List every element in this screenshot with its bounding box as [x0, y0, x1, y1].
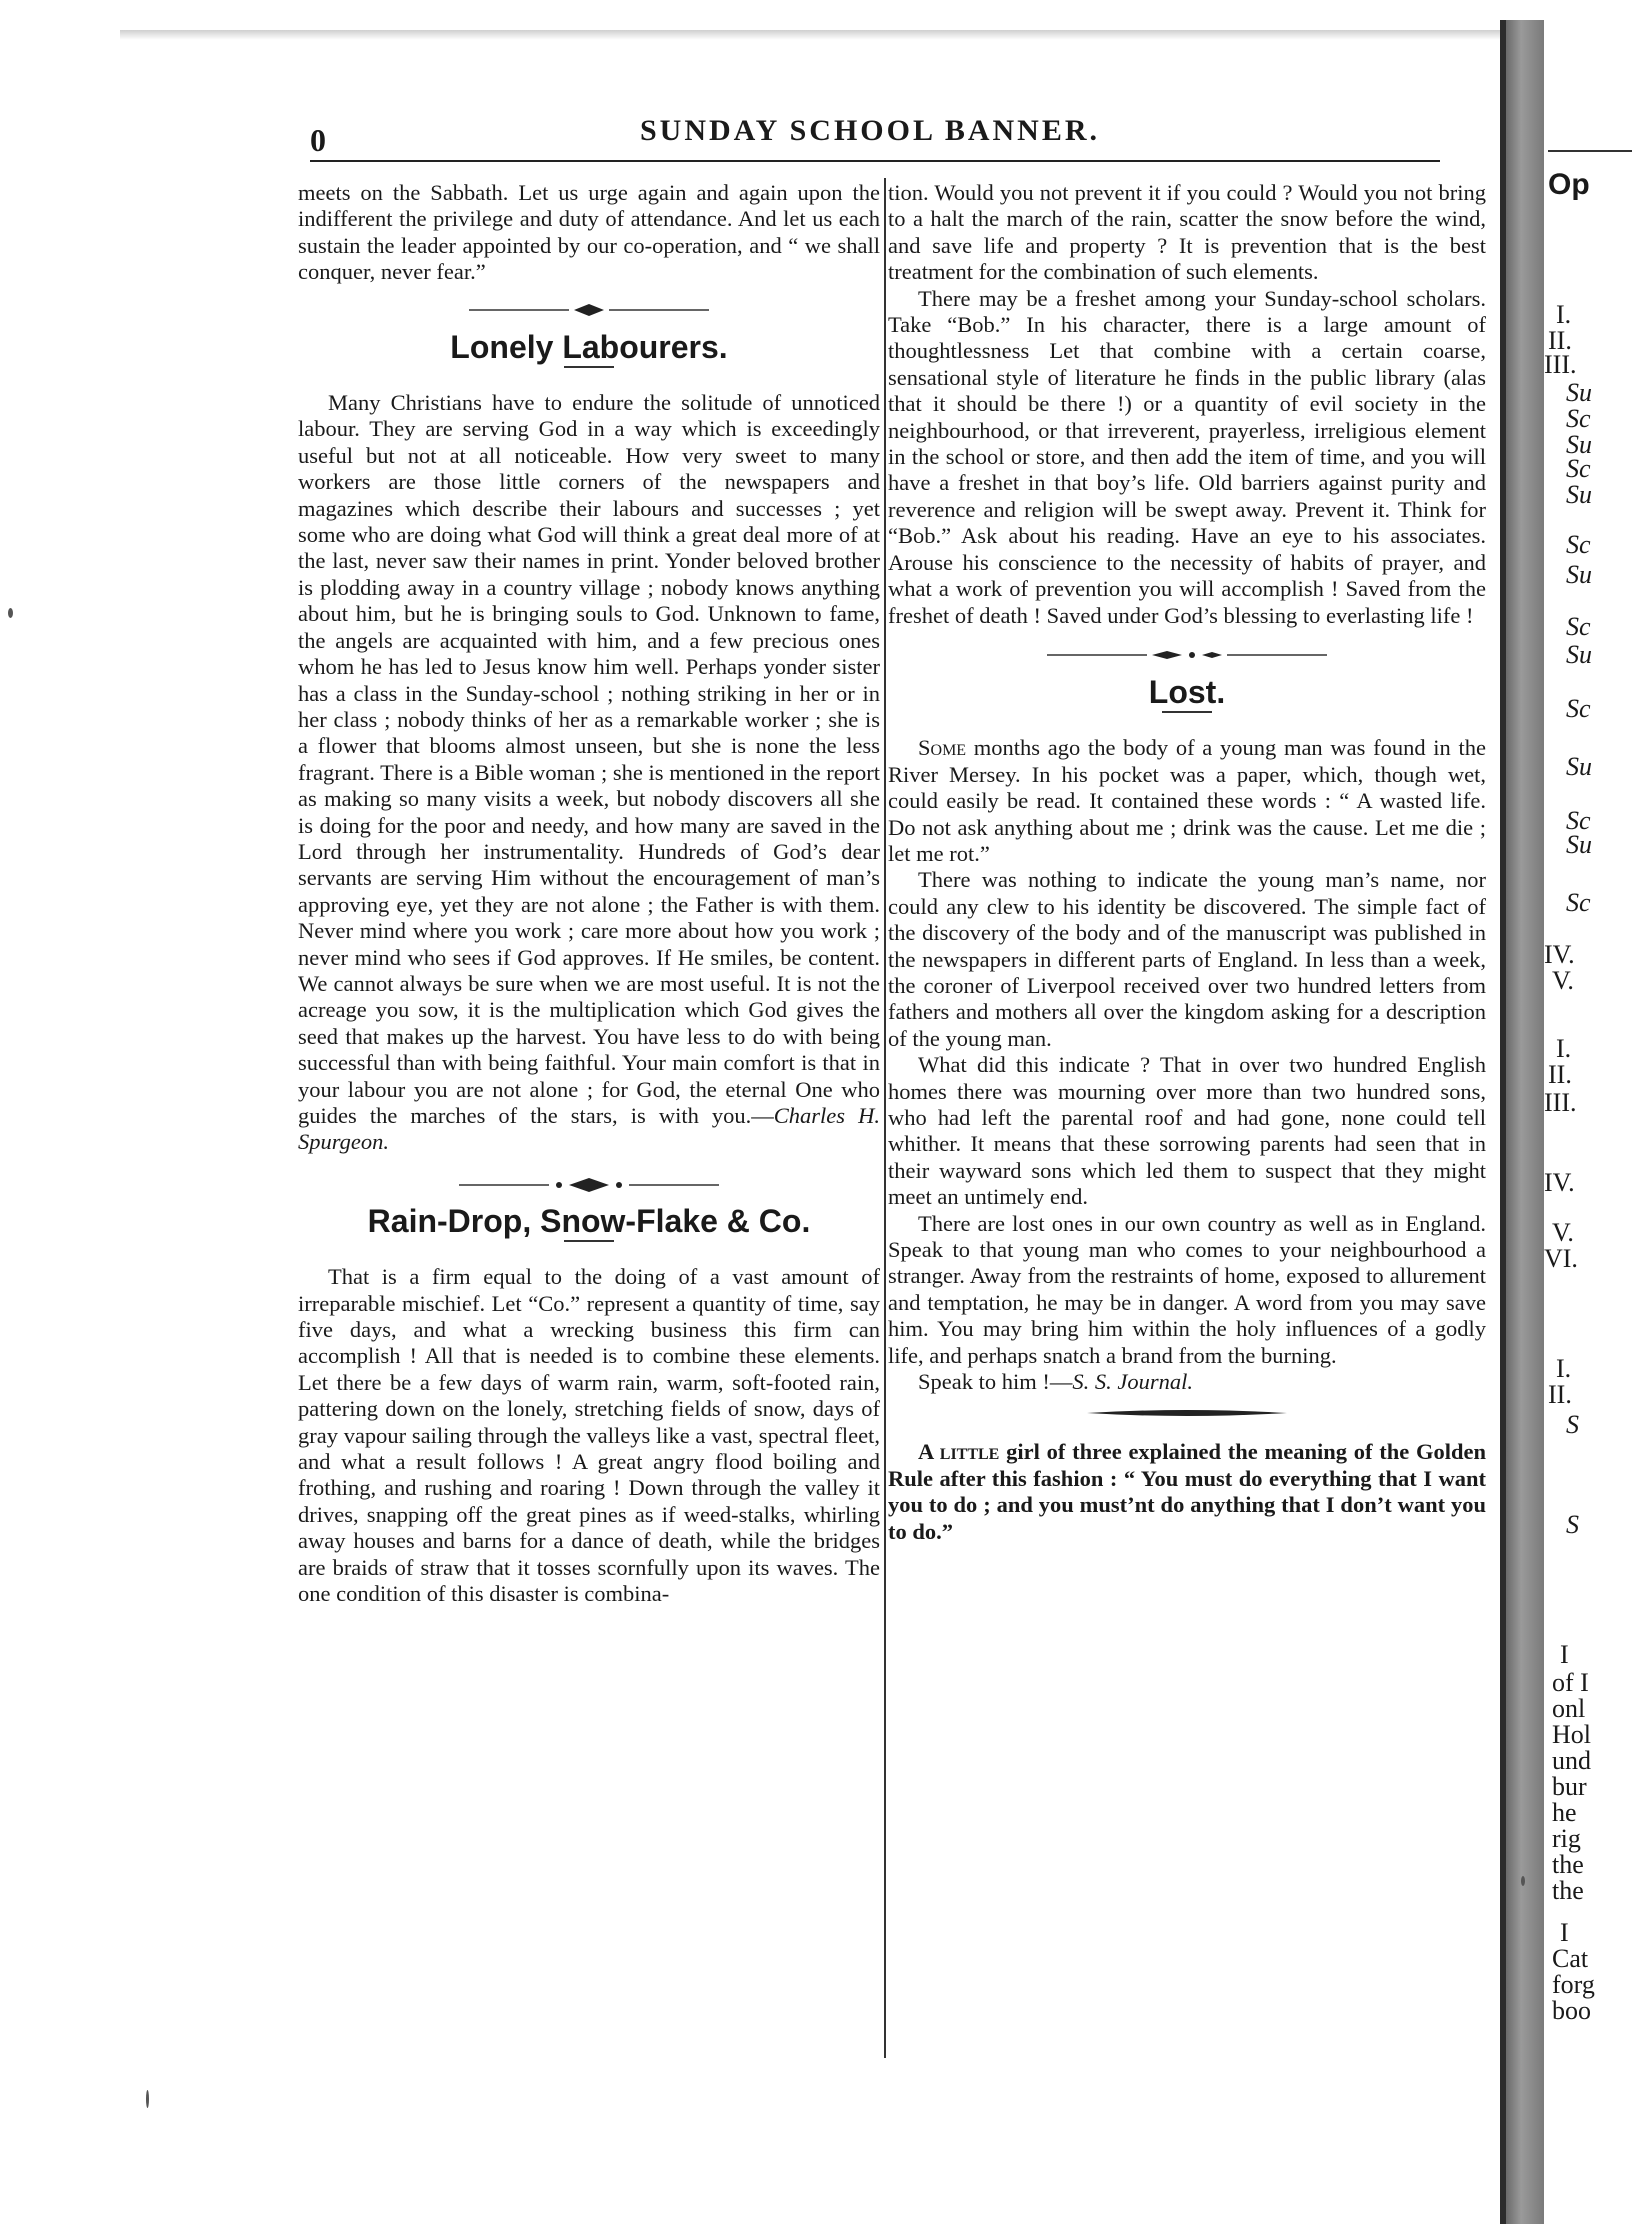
neighbor-line: boo — [1552, 1996, 1591, 2025]
neighbor-line: Su — [1566, 480, 1592, 509]
intro-paragraph: meets on the Sabbath. Let us urge again and again upon the indifferent the privilege and duty of attendance. And let us each sustain the leader appointed by our co-operation, and “ we shall conquer, never fear.” — [298, 180, 880, 285]
neighbor-line: Su — [1566, 640, 1592, 669]
continuation-paragraph: tion. Would you not prevent it if you could ? Would you not bring to a halt the march of the rain, scatter the snow before the wind, and save life and property ? It is prevention that is the best treatment for the combination of such elements. — [888, 180, 1486, 285]
article-title-rain-drop: Rain-Drop, Snow-Flake & Co. — [367, 1202, 811, 1239]
scan-speck — [1521, 1876, 1525, 1886]
neighbor-line: I. — [1556, 300, 1572, 329]
body-text: Many Christians have to endure the solitude of unnoticed labour. They are serving God in a way which is exceedingly useful but not at all noticeable. How very sweet to many workers are those little corners of the newspapers and magazines which describe their labours and successes ; yet some who are doing what God will think a great deal more of at the last, never saw their names in print. Yonder beloved brother is plodding away in a country village ; nobody knows anything about him, but he is bringing souls to God. Unknown to fame, the angels are acquainted with him, and a few precious ones whom he has led to Jesus know him well. Perhaps yonder sister has a class in the Sunday-school ; nothing striking in her or in her class ; nobody thinks of her as a remarkable worker ; she is a flower that blooms almost unseen, but she is none the less fragrant. There is a Bible woman ; she is mentioned in the report as making so many visits a week, but nobody discovers all she is doing for the poor and needy, and how many are saved in the Lord through her instrumentality. Hundreds of God’s dear servants are serving Him without the encouragement of man’s approving eye, yet they are not alone ; the Father is with them. Never mind where you work ; care more about how you work ; never mind who sees if God approves. If He smiles, be content. We cannot always be sure when we are most useful. It is not the acreage you sow, it is the multiplication which God gives the seed that makes up the harvest. You have less to do with being successful than with being faithful. Your main comfort is that in your labour you are not alone ; for God, the eternal One who guides the marches of the stars, is with you.— — [298, 390, 880, 1128]
bob-paragraph: There may be a freshet among your Sunday-school scholars. Take “Bob.” In his character, there is a large amount of thoughtlessness Let that combine with a certain coarse, sensational style of literature he finds in the public library (alas that it should be there !) or a quantity of evil society in the neighbourhood, or that irreverent, prayerless, irreligious element in the school or store, and then add the item of time, and you will have a freshet in that boy’s life. Old barriers against purity and reverence and religion will be swept away. Prevent it. Think for “Bob.” Ask about his reading. Have an eye to his associates. Arouse his conscience to the necessity of habits of prayer, and what a work of prevention you will accomplish ! Saved from the freshet of death ! Saved under God’s blessing to everlasting life ! — [888, 285, 1486, 628]
ornament-divider — [298, 300, 880, 324]
neighbor-line: Sc — [1566, 694, 1591, 723]
scan-speck — [8, 608, 13, 618]
neighbor-line: Su — [1566, 752, 1592, 781]
neighbor-line: Sc — [1566, 404, 1591, 433]
neighbor-line: I. — [1556, 1354, 1572, 1383]
neighbor-line: III. — [1544, 1088, 1577, 1117]
body-text: months ago the body of a young man was found in the River Mersey. In his pocket was a paper, which, though wet, could easily be read. It contained these words : “ A wasted life. Do not ask anything about me ; drink was the cause. Let me die ; let me rot.” — [888, 735, 1486, 866]
neighbor-line: onl — [1552, 1694, 1586, 1723]
neighbor-line: V. — [1552, 966, 1574, 995]
title-rule — [564, 366, 614, 368]
running-head: SUNDAY SCHOOL BANNER. — [639, 114, 1101, 147]
neighbor-line: Sc — [1566, 612, 1591, 641]
neighbor-line: VI. — [1544, 1244, 1578, 1273]
neighbor-line: S — [1566, 1510, 1579, 1539]
neighbor-line: I — [1560, 1640, 1569, 1669]
neighbor-line: II. — [1548, 1380, 1572, 1409]
attribution-ss-journal: S. S. Journal. — [1072, 1369, 1193, 1395]
neighbor-rule — [1548, 150, 1632, 152]
page-number: 0 — [310, 122, 326, 158]
right-column — [888, 180, 1486, 1545]
body-text: girl of three explained the meaning of the Golden Rule after this fashion : “ You must do everything that I want you to do ; and you must’nt do anything that I don’t want you to do.” — [888, 1439, 1487, 1544]
column-divider — [884, 178, 886, 2058]
neighbor-line: Sc — [1566, 530, 1591, 559]
neighbor-line: II. — [1548, 1060, 1572, 1089]
neighbor-line: IV. — [1544, 1168, 1575, 1197]
lost-paragraph-1 — [888, 735, 1486, 867]
title-rule — [1162, 711, 1212, 713]
lead-word: A little — [918, 1439, 1000, 1465]
left-column — [298, 180, 880, 1608]
neighbor-line: V. — [1552, 1218, 1574, 1247]
neighbor-line: the — [1552, 1876, 1584, 1905]
neighbor-line: IV. — [1544, 940, 1575, 969]
ornament-divider — [298, 1174, 880, 1198]
neighbor-line: Hol — [1552, 1720, 1591, 1749]
neighbor-line: II. — [1548, 326, 1572, 355]
page-header — [310, 108, 1440, 162]
neighbor-line: Su — [1566, 560, 1592, 589]
neighbor-line: Cat — [1552, 1944, 1589, 1973]
neighbor-line: forg — [1552, 1970, 1595, 1999]
neighbor-line: Su — [1566, 430, 1592, 459]
neighbor-line: Sc — [1566, 806, 1591, 835]
neighbor-line: he — [1552, 1798, 1577, 1827]
title-rule — [564, 1240, 614, 1242]
neighbor-heading: Op — [1548, 168, 1590, 201]
scan-binding-edge — [1506, 20, 1544, 2224]
neighbor-line: I. — [1556, 1034, 1572, 1063]
neighbor-line: Sc — [1566, 888, 1591, 917]
neighbor-line: bur — [1552, 1772, 1587, 1801]
article-title-lost: Lost. — [1148, 673, 1226, 710]
ornament-divider — [888, 1405, 1486, 1429]
scan-speck — [146, 2090, 149, 2108]
lost-paragraph-2: There was nothing to indicate the young man’s name, nor could any clew to his identity be discovered. The simple fact of the discovery of the body and of the manuscript was published in the newspapers in different parts of England. In less than a week, the coroner of Liverpool received over two hundred letters from fathers and mothers all over the kingdom asking for a description of the young man. — [888, 867, 1486, 1051]
neighbor-line: Su — [1566, 378, 1592, 407]
neighbor-line: rig — [1552, 1824, 1581, 1853]
lost-paragraph-5 — [888, 1369, 1486, 1395]
scan-top-shadow — [120, 30, 1500, 40]
neighbor-line: of I — [1552, 1668, 1589, 1697]
neighbor-line: III. — [1544, 350, 1577, 379]
neighbor-line: Su — [1566, 830, 1592, 859]
lost-paragraph-3: What did this indicate ? That in over two hundred English homes there was mourning over more than two hundred sons, who had left the parental roof and had gone, none could tell whither. It means that these sorrowing parents had seen that in their wayward sons which led them to suspect that they might meet an untimely end. — [888, 1052, 1486, 1210]
neighbor-line: I — [1560, 1918, 1569, 1947]
ornament-divider — [888, 645, 1486, 669]
attribution-spurgeon: Charles H. Spurgeon. — [298, 1103, 880, 1155]
article-body-rain-drop: That is a firm equal to the doing of a vast amount of irreparable mischief. Let “Co.” represent a quantity of time, say five days, and what a wrecking business this firm can accomplish ! All that is needed is to combine these elements. Let there be a few days of warm rain, warm, soft-footed rain, pattering down on the lonely, stretching fields of snow, days of gray vapour sailing through the valleys like a vast, spectral fleet, and what a result follows ! A great angry flood boiling and frothing, and rushing and roaring ! Down through the valley it drives, snapping off the great pines as if weed-stalks, whirling away houses and barns for a dance of death, while the bridges are braids of straw that it tosses scornfully upon its waves. The one condition of this disaster is combina- — [298, 1264, 880, 1607]
lead-word: Some — [918, 735, 967, 761]
body-text: Speak to him !— — [918, 1369, 1073, 1395]
neighbor-line: Sc — [1566, 454, 1591, 483]
neighbor-line: S — [1566, 1410, 1579, 1439]
neighbor-line: und — [1552, 1746, 1591, 1775]
article-body-lonely-labourers — [298, 390, 880, 1156]
neighbor-line: the — [1552, 1850, 1584, 1879]
article-title-lonely-labourers: Lonely Labourers. — [450, 328, 728, 365]
lost-paragraph-4: There are lost ones in our own country as well as in England. Speak to that young man who comes to your neighbourhood a stranger. Away from the restraints of home, exposed to allurement and temptation, he may be in danger. A word from you may save him. You may bring him within the holy influences of a godly life, and perhaps snatch a brand from the burning. — [888, 1210, 1486, 1368]
golden-rule-anecdote — [888, 1439, 1486, 1545]
neighbor-page-fragment — [1544, 0, 1632, 2224]
